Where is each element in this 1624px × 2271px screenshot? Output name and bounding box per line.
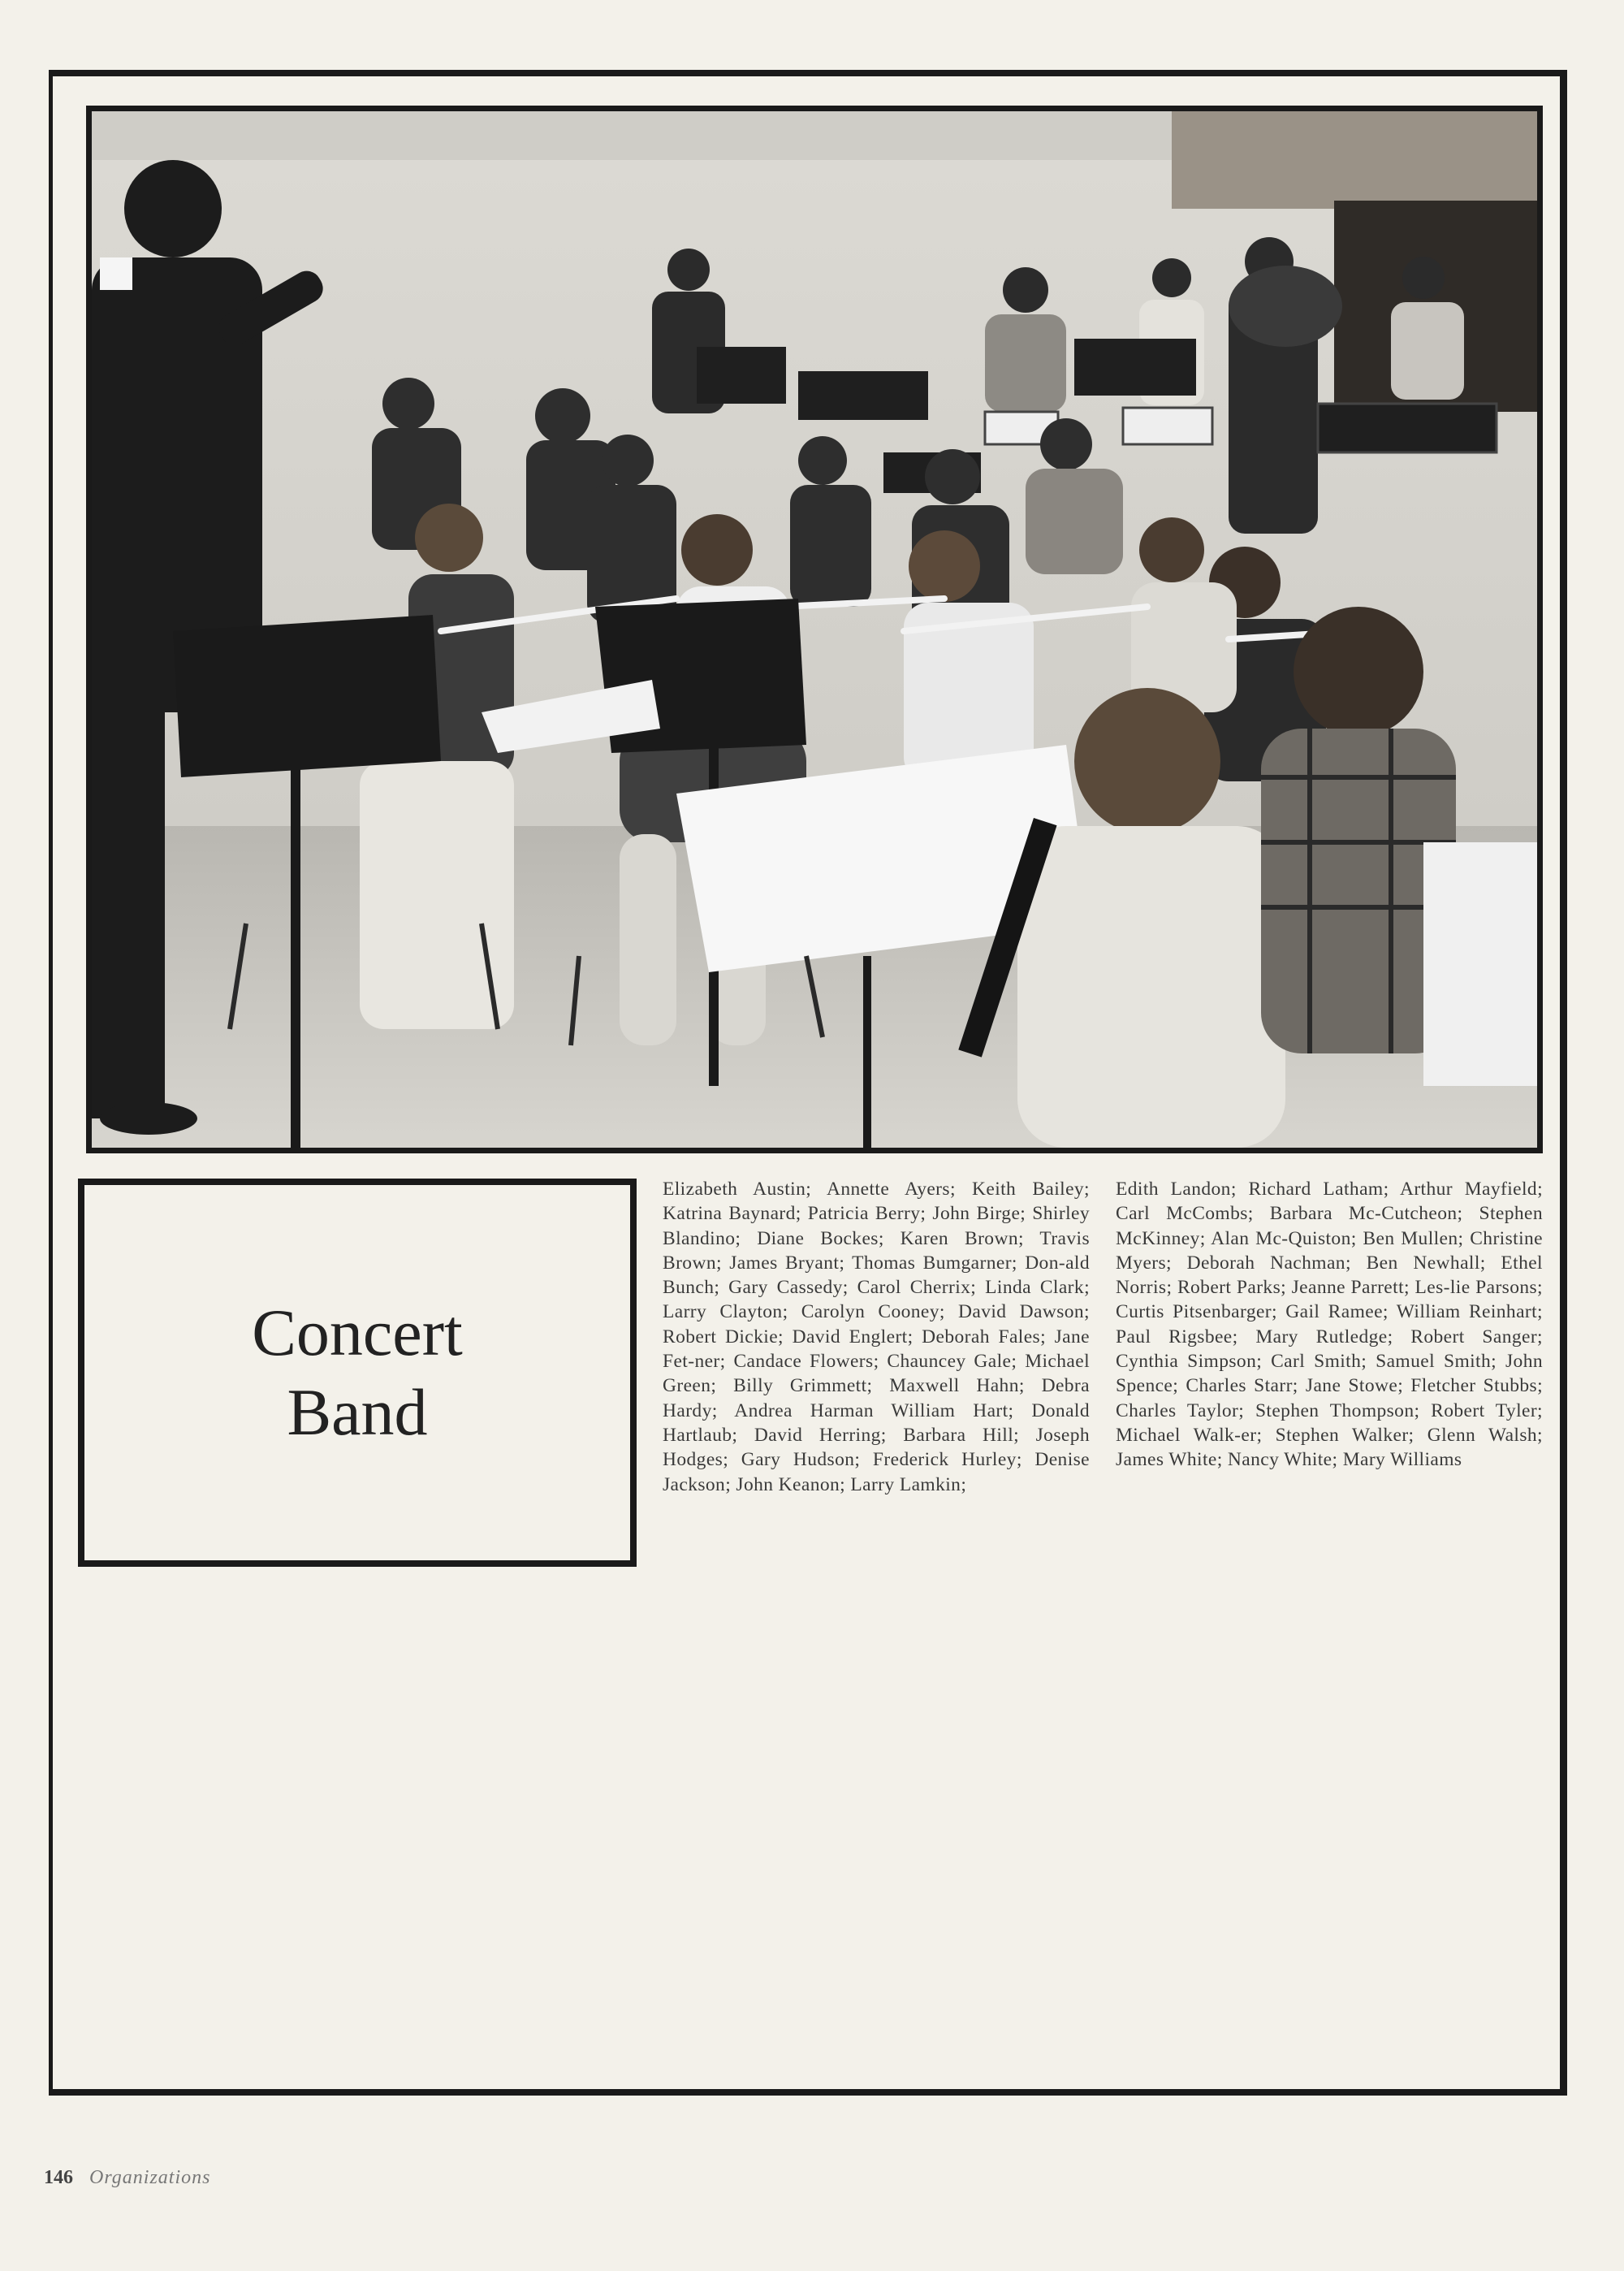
section-title-box	[78, 1179, 637, 1567]
band-photo	[86, 106, 1543, 1153]
page-number: 146	[44, 2167, 73, 2188]
band-rehearsal-photo-icon	[92, 111, 1537, 1148]
section-name: Organizations	[89, 2167, 211, 2188]
page-footer	[44, 2167, 210, 2189]
section-title-line-1: Concert	[252, 1296, 463, 1369]
section-title-line-2: Band	[287, 1375, 428, 1449]
member-list-column-2: Edith Landon; Richard Latham; Arthur Mayfield; Carl McCombs; Barbara Mc-Cutcheon; Stephen McKinney; Alan Mc-Quiston; Ben Mullen; Christine Myers; Deborah Nachman; Ben Newhall; Ethel Norris; Robert Parks; Jeanne Parrett; Les-lie Parsons; Curtis Pitsenbarger; Gail Ramee; William Reinhart; Paul Rigsbee; Mary Rutledge; Robert Sanger; Cynthia Simpson; Carl Smith; Samuel Smith; John Spence; Charles Starr; Jane Stowe; Fletcher Stubbs; Charles Taylor; Stephen Thompson; Robert Tyler; Michael Walk-er; Stephen Walker; Glenn Walsh; James White; Nancy White; Mary Williams	[1116, 1179, 1543, 1471]
member-list-column-1: Elizabeth Austin; Annette Ayers; Keith Bailey; Katrina Baynard; Patricia Berry; John Birge; Shirley Blandino; Diane Bockes; Karen Brown; Travis Brown; James Bryant; Thomas Bumgarner; Don-ald Bunch; Gary Cassedy; Carol Cherrix; Linda Clark; Larry Clayton; Carolyn Cooney; David Dawson; Robert Dickie; David Englert; Deborah Fales; Jane Fet-ner; Candace Flowers; Chauncey Gale; Michael Green; Billy Grimmett; Maxwell Hahn; Debra Hardy; Andrea Harman William Hart; Donald Hartlaub; David Herring; Barbara Hill; Joseph Hodges; Gary Hudson; Frederick Hurley; Denise Jackson; John Keanon; Larry Lamkin;	[663, 1179, 1090, 1495]
